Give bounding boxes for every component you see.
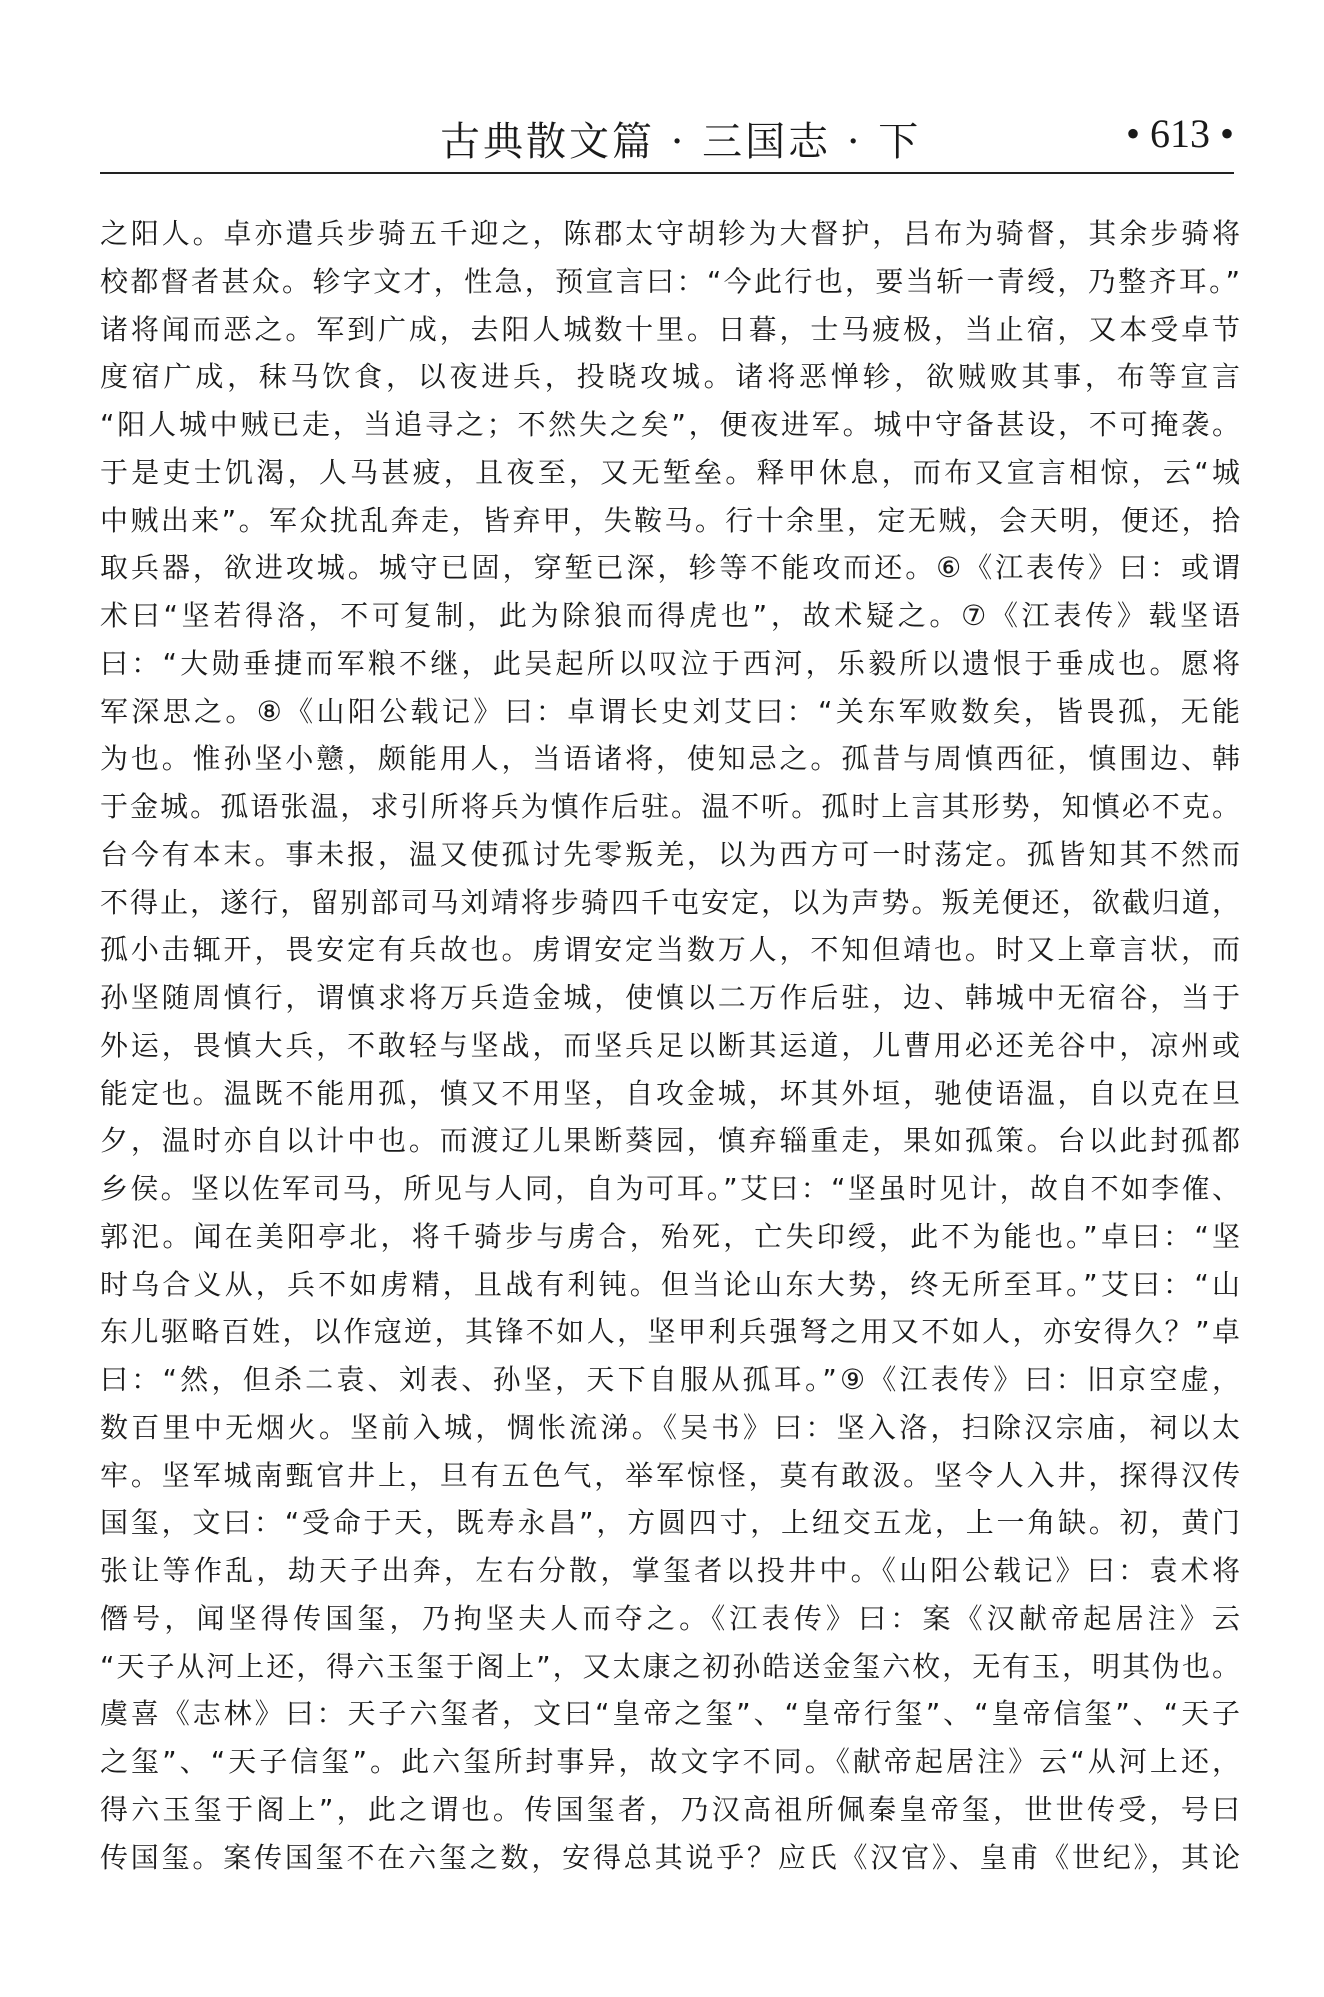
text-line: 之玺”、“天子信玺”。此六玺所封事异，故文字不同。《献帝起居注》云“从河上还， bbox=[100, 1745, 1240, 1778]
text-line: “天子从河上还，得六玉玺于阁上”，又太康之初孙皓送金玺六枚，无有玉，明其伪也。 bbox=[100, 1649, 1240, 1683]
text-line: 乡侯。坚以佐军司马，所见与人同，自为可耳。”艾曰：“坚虽时见计，故自不如李傕、 bbox=[100, 1172, 1240, 1205]
text-line: 僭号，闻坚得传国玺，乃拘坚夫人而夺之。《江表传》曰：案《汉献帝起居注》云 bbox=[100, 1601, 1240, 1635]
text-line: 国玺，文曰：“受命于天，既寿永昌”，方圆四寸，上纽交五龙，上一角缺。初，黄门 bbox=[100, 1506, 1240, 1540]
text-line: 于金城。孤语张温，求引所将兵为慎作后驻。温不听。孤时上言其形势，知慎必不克。 bbox=[100, 790, 1240, 823]
text-line: 度宿广成，秣马饮食，以夜进兵，投晓攻城。诸将恶惮轸，欲贼败其事，布等宣言 bbox=[100, 360, 1240, 394]
text-line: 为也。惟孙坚小戆，颇能用人，当语诸将，使知忌之。孤昔与周慎西征，慎围边、韩 bbox=[100, 742, 1240, 776]
text-line: 曰：“然，但杀二袁、刘表、孙坚，天下自服从孤耳。”⑨《江表传》曰：旧京空虚， bbox=[100, 1363, 1240, 1396]
text-line: 台今有本末。事未报，温又使孤讨先零叛羌，以为西方可一时荡定。孤皆知其不然而 bbox=[100, 837, 1240, 871]
text-line: 得六玉玺于阁上”，此之谓也。传国玺者，乃汉高祖所佩秦皇帝玺，世世传受，号曰 bbox=[100, 1792, 1240, 1826]
text-line: 不得止，遂行，留别部司马刘靖将步骑四千屯安定，以为声势。叛羌便还，欲截归道， bbox=[100, 885, 1240, 919]
text-line: 牢。坚军城南甄官井上，旦有五色气，举军惊怪，莫有敢汲。坚令人入井，探得汉传 bbox=[100, 1458, 1240, 1492]
running-header bbox=[100, 110, 1234, 170]
text-line: 郭汜。闻在美阳亭北，将千骑步与虏合，殆死，亡失印绶，此不为能也。”卓曰：“坚 bbox=[100, 1219, 1240, 1253]
text-line: 军深思之。⑧《山阳公载记》曰：卓谓长史刘艾曰：“关东军败数矣，皆畏孤，无能 bbox=[100, 694, 1240, 728]
text-line: 术曰“坚若得洛，不可复制，此为除狼而得虎也”，故术疑之。⑦《江表传》载坚语 bbox=[100, 599, 1240, 632]
text-line: 于是吏士饥渴，人马甚疲，且夜至，又无堑垒。释甲休息，而布又宣言相惊，云“城 bbox=[100, 455, 1240, 489]
text-line: 孤小击辄开，畏安定有兵故也。虏谓安定当数万人，不知但靖也。时又上章言状，而 bbox=[100, 933, 1240, 967]
text-line: 虞喜《志林》曰：天子六玺者，文曰“皇帝之玺”、“皇帝行玺”、“皇帝信玺”、“天子 bbox=[100, 1697, 1240, 1731]
header-title: 古典散文篇 · 三国志 · 下 bbox=[440, 119, 922, 165]
body-text bbox=[100, 210, 1240, 1881]
text-line: 诸将闻而恶之。军到广成，去阳人城数十里。日暮，士马疲极，当止宿，又本受卓节 bbox=[100, 312, 1240, 346]
text-line: 传国玺。案传国玺不在六玺之数，安得总其说乎？应氏《汉官》、皇甫《世纪》，其论 bbox=[100, 1840, 1240, 1874]
text-line: 中贼出来”。军众扰乱奔走，皆弃甲，失鞍马。行十余里，定无贼，会天明，便还，拾 bbox=[100, 503, 1240, 537]
text-line: 数百里中无烟火。坚前入城，惆怅流涕。《吴书》曰：坚入洛，扫除汉宗庙，祠以太 bbox=[100, 1410, 1240, 1444]
text-line: 孙坚随周慎行，谓慎求将万兵造金城，使慎以二万作后驻，边、韩城中无宿谷，当于 bbox=[100, 981, 1240, 1014]
text-line: 东儿驱略百姓，以作寇逆，其锋不如人，坚甲利兵强弩之用又不如人，亦安得久？”卓 bbox=[100, 1315, 1240, 1349]
text-line: 校都督者甚众。轸字文才，性急，预宣言曰：“今此行也，要当斩一青绶，乃整齐耳。” bbox=[100, 264, 1240, 298]
header-rule bbox=[100, 172, 1234, 174]
page-number: • 613 • bbox=[1125, 111, 1234, 156]
text-line: 取兵器，欲进攻城。城守已固，穿堑已深，轸等不能攻而还。⑥《江表传》曰：或谓 bbox=[100, 551, 1240, 585]
text-line: “阳人城中贼已走，当追寻之；不然失之矣”，便夜进军。城中守备甚设，不可掩袭。 bbox=[100, 408, 1240, 441]
text-line: 张让等作乱，劫天子出奔，左右分散，掌玺者以投井中。《山阳公载记》曰：袁术将 bbox=[100, 1554, 1240, 1587]
text-line: 夕，温时亦自以计中也。而渡辽儿果断葵园，慎弃辎重走，果如孤策。台以此封孤都 bbox=[100, 1124, 1240, 1158]
text-line: 曰：“大勋垂捷而军粮不继，此吴起所以叹泣于西河，乐毅所以遗恨于垂成也。愿将 bbox=[100, 646, 1240, 680]
text-line: 能定也。温既不能用孤，慎又不用坚，自攻金城，坏其外垣，驰使语温，自以克在旦 bbox=[100, 1076, 1240, 1110]
text-line: 外运，畏慎大兵，不敢轻与坚战，而坚兵足以断其运道，儿曹用必还羌谷中，凉州或 bbox=[100, 1028, 1240, 1062]
text-line: 之阳人。卓亦遣兵步骑五千迎之，陈郡太守胡轸为大督护，吕布为骑督，其余步骑将 bbox=[100, 217, 1240, 250]
text-line: 时乌合义从，兵不如虏精，且战有利钝。但当论山东大势，终无所至耳。”艾曰：“山 bbox=[100, 1267, 1240, 1301]
